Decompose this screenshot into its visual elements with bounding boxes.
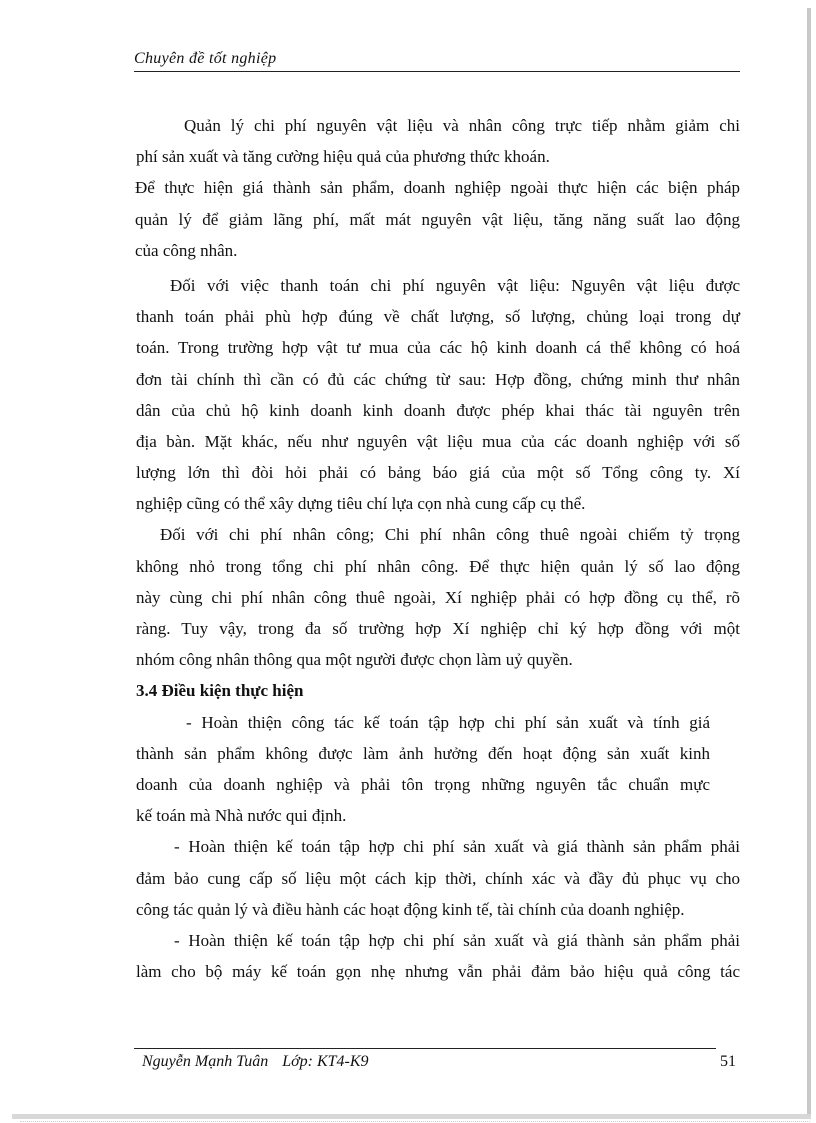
paragraph-cost-management: [136, 110, 740, 172]
text-line: không nhỏ trong tổng chi phí nhân công. Để thực hiện quản lý số lao động: [136, 556, 740, 576]
text-line: - Hoàn thiện kế toán tập hợp chi phí sản xuất và giá thành sản phẩm phải: [174, 930, 740, 950]
paragraph-material-payment: [136, 270, 740, 520]
text-line: Đối với việc thanh toán chi phí nguyên vật liệu: Nguyên vật liệu được: [170, 275, 740, 295]
paragraph-condition-3: [136, 925, 740, 987]
text-line: doanh của doanh nghiệp và phải tôn trọng những nguyên tắc chuẩn mực: [136, 774, 710, 794]
text-line: công tác quản lý và điều hành các hoạt động kinh tế, tài chính của doanh nghiệp.: [136, 899, 685, 919]
text-line: dân của chủ hộ kinh doanh kinh doanh được phép khai thác tài nguyên trên: [136, 400, 740, 420]
text-line: Quản lý chi phí nguyên vật liệu và nhân công trực tiếp nhằm giảm chi: [184, 116, 740, 135]
text-line: - Hoàn thiện công tác kế toán tập hợp chi phí sản xuất và tính giá: [186, 712, 710, 732]
header-rule: [134, 71, 740, 72]
footer-author-line: [142, 1053, 369, 1071]
page-boundary-dots: [20, 1121, 810, 1122]
text-line: toán. Trong trường hợp vật tư mua của các hộ kinh doanh cá thể không có hoá: [136, 338, 740, 358]
paragraph-condition-1: [136, 707, 710, 832]
text-line: lượng lớn thì đòi hỏi phải có bảng báo giá của một số Tổng công ty. Xí: [136, 463, 740, 483]
footer-rule: [134, 1048, 716, 1049]
text-line: thành sản phẩm không được làm ảnh hưởng đến hoạt động sản xuất kinh: [136, 743, 710, 763]
header-title: Chuyên đề tốt nghiệp: [134, 50, 277, 67]
text-line: phí sản xuất và tăng cường hiệu quả của phương thức khoán.: [136, 147, 550, 167]
paragraph-labor-cost: [136, 519, 740, 675]
paragraph-cost-price: [135, 172, 740, 266]
text-line: ràng. Tuy vậy, trong đa số trường hợp Xí nghiệp chỉ ký hợp đồng với một: [136, 619, 740, 638]
text-line: quản lý để giảm lãng phí, mất mát nguyên vật liệu, tăng năng suất lao động: [135, 209, 740, 229]
text-line: nghiệp cũng có thể xây dựng tiêu chí lựa cọn nhà cung cấp cụ thể.: [136, 494, 586, 514]
section-title: 3.4 Điều kiện thực hiện: [136, 681, 304, 701]
text-line: của công nhân.: [135, 240, 238, 260]
page-number: 51: [720, 1053, 736, 1070]
footer-author: Nguyễn Mạnh Tuân: [142, 1053, 269, 1070]
text-line: kế toán mà Nhà nước qui định.: [136, 806, 347, 826]
text-line: đảm bảo cung cấp số liệu một cách kịp thời, chính xác và đầy đủ phục vụ cho: [136, 868, 740, 888]
text-line: này cùng chi phí nhân công thuê ngoài, Xí nghiệp phải có hợp đồng cụ thể, rõ: [136, 587, 740, 607]
page-shadow-right: [807, 8, 811, 1116]
footer-class: Lớp: KT4-K9: [282, 1053, 369, 1070]
paragraph-condition-2: [136, 831, 740, 925]
text-line: làm cho bộ máy kế toán gọn nhẹ nhưng vẫn phải đảm bảo hiệu quả công tác: [136, 962, 740, 982]
text-line: Đối với chi phí nhân công; Chi phí nhân công thuê ngoài chiếm tỷ trọng: [160, 525, 740, 545]
text-line: - Hoàn thiện kế toán tập hợp chi phí sản xuất và giá thành sản phẩm phải: [174, 837, 740, 857]
text-line: Để thực hiện giá thành sản phẩm, doanh nghiệp ngoài thực hiện các biện pháp: [135, 178, 740, 198]
section-heading: [136, 675, 740, 706]
text-line: địa bàn. Mặt khác, nếu như nguyên vật liệu mua của các doanh nghiệp với số: [136, 431, 740, 451]
text-line: thanh toán phải phù hợp đúng về chất lượng, số lượng, chủng loại trong dự: [136, 307, 740, 327]
text-line: nhóm công nhân thông qua một người được chọn làm uỷ quyền.: [136, 650, 573, 670]
page-shadow-bottom: [12, 1114, 811, 1119]
document-body: [136, 110, 740, 987]
text-line: đơn tài chính thì cần có đủ các chứng từ sau: Hợp đồng, chứng minh thư nhân: [136, 369, 740, 389]
